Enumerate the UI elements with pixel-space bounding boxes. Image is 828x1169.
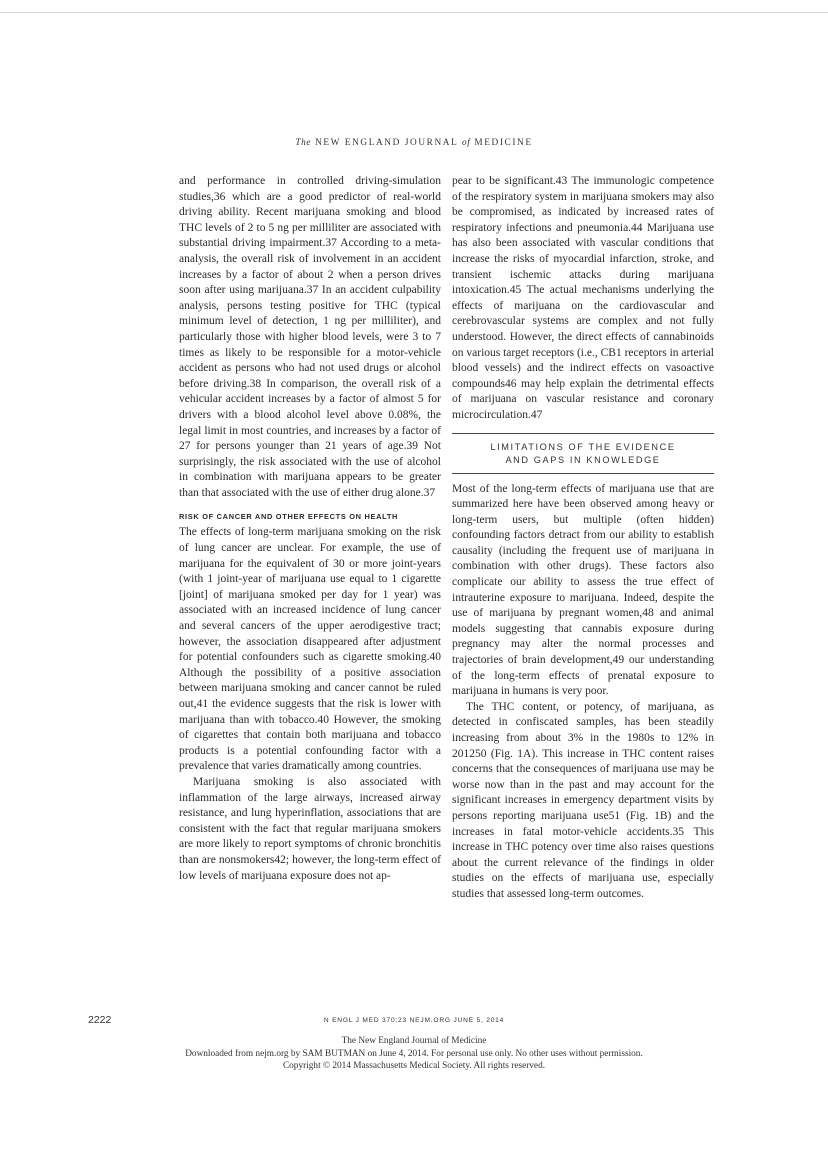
journal-citation: N ENGL J MED 370;23 NEJM.ORG JUNE 5, 2014 [323, 1017, 505, 1024]
body-paragraph: and performance in controlled driving-simulation studies,36 which are a good predictor of real-world driving ability. Recent marijuana smoking and blood THC levels of 2 to 5 ng per milliliter are associated with substantial driving impairment.37 According to a meta-analysis, the overall risk of involvement in an accident increases by a factor of about 2 when a person drives soon after using marijuana.37 In an accident culpability analysis, persons testing positive for THC (typical minimum level of detection, 1 ng per milliliter), and particularly those with higher blood levels, were 3 to 7 times as likely to be responsible for a motor-vehicle accident as persons who had not used drugs or alcohol before driving.38 In comparison, the overall risk of a vehicular accident increases by a factor of almost 5 for drivers with a blood alcohol level above 0.08%, the legal limit in most countries, and increases by a factor of 27 for persons younger than 21 years of age.39 Not surprisingly, the risk associated with the use of alcohol in combination with marijuana appears to be greater than that associated with the use of either drug alone.37 [179, 175, 441, 499]
download-notice [0, 1035, 828, 1073]
body-paragraph: Most of the long-term effects of marijuana use that are summarized here have been observed among heavy or long-term users, but multiple (often hidden) confounding factors detract from our ability to establish causality (including the frequent use of marijuana in combination with other drugs). These factors also complicate our ability to assess the true effect of intrauterine exposure to marijuana. Indeed, despite the use of marijuana by pregnant women,48 and animal models suggesting that cannabis exposure during pregnancy may alter the normal processes and trajectories of brain development,49 our understanding of the long-term effects of prenatal exposure to marijuana in humans is very poor. [452, 482, 714, 698]
section-heading [452, 433, 714, 474]
scan-edge-rule [0, 12, 828, 13]
journal-name-tail: MEDICINE [474, 138, 533, 148]
notice-journal: The New England Journal of Medicine [341, 1036, 487, 1046]
body-paragraph: The THC content, or potency, of marijuana, as detected in confiscated samples, has been steadily increasing from about 3% in the 1980s to 12% in 201250 (Fig. 1A). This increase in THC content raises concerns that the consequences of marijuana use may be worse now than in the past and may account for the significant increases in emergency department visits by persons reporting marijuana use51 (Fig. 1B) and the increases in fatal motor-vehicle accidents.35 This increase in THC potency over time also raises questions about the current relevance of the findings in older studies on the effects of marijuana use, especially studies that assessed long-term outcomes. [452, 700, 714, 900]
section-heading-line: LIMITATIONS OF THE EVIDENCE [490, 441, 676, 452]
body-paragraph: Marijuana smoking is also associated with inflammation of the large airways, increased airway resistance, and lung hyperinflation, associations that are consistent with the fact that regular marijuana smokers are more likely to report symptoms of chronic bronchitis than are nonsmokers42; however, the long-term effect of low levels of marijuana exposure does not ap- [179, 775, 441, 882]
notice-download: Downloaded from nejm.org by SAM BUTMAN on June 4, 2014. For personal use only. No other uses without permission. [185, 1048, 643, 1059]
notice-copyright: Copyright © 2014 Massachusetts Medical Society. All rights reserved. [282, 1061, 546, 1071]
section-heading-line: AND GAPS IN KNOWLEDGE [505, 454, 661, 465]
page-number: 2222 [88, 1014, 112, 1026]
body-paragraph: pear to be significant.43 The immunologic competence of the respiratory system in marijuana smokers may also be compromised, as indicated by increased rates of respiratory infections and pneumonia.44 Marijuana use has also been associated with vascular conditions that increase the risks of myocardial infarction, stroke, and transient ischemic attacks during marijuana intoxication.45 The actual mechanisms underlying the effects of marijuana on the cardiovascular and cerebrovascular systems are complex and not fully understood. However, the direct effects of cannabinoids on various target receptors (i.e., CB1 receptors in arterial blood vessels) and the indirect effects on vasoactive compounds46 may help explain the detrimental effects of marijuana on vascular resistance and coronary microcirculation.47 [452, 175, 714, 421]
journal-name-of: of [461, 138, 471, 148]
left-column [179, 174, 441, 884]
right-column [452, 174, 714, 903]
journal-name-lead: The [295, 138, 312, 148]
journal-name-main: NEW ENGLAND JOURNAL [315, 138, 459, 148]
body-paragraph: The effects of long-term marijuana smoking on the risk of lung cancer are unclear. For example, the use of marijuana for the equivalent of 30 or more joint-years (with 1 joint-year of marijuana use equal to 1 cigarette [joint] of marijuana smoked per day for 1 year) was associated with an increased incidence of lung cancer and several cancers of the upper aerodigestive tract; however, the association disappeared after adjustment for potential confounders such as cigarette smoking.40 Although the possibility of a positive association between marijuana smoking and cancer cannot be ruled out,41 the evidence suggests that the risk is lower with marijuana than with tobacco.40 However, the smoking of cigarettes that contain both marijuana and tobacco products is a potential confounding factor with a prevalence that varies dramatically among countries. [179, 526, 441, 773]
subsection-heading: RISK OF CANCER AND OTHER EFFECTS ON HEALTH [179, 512, 399, 522]
running-head [0, 138, 828, 148]
